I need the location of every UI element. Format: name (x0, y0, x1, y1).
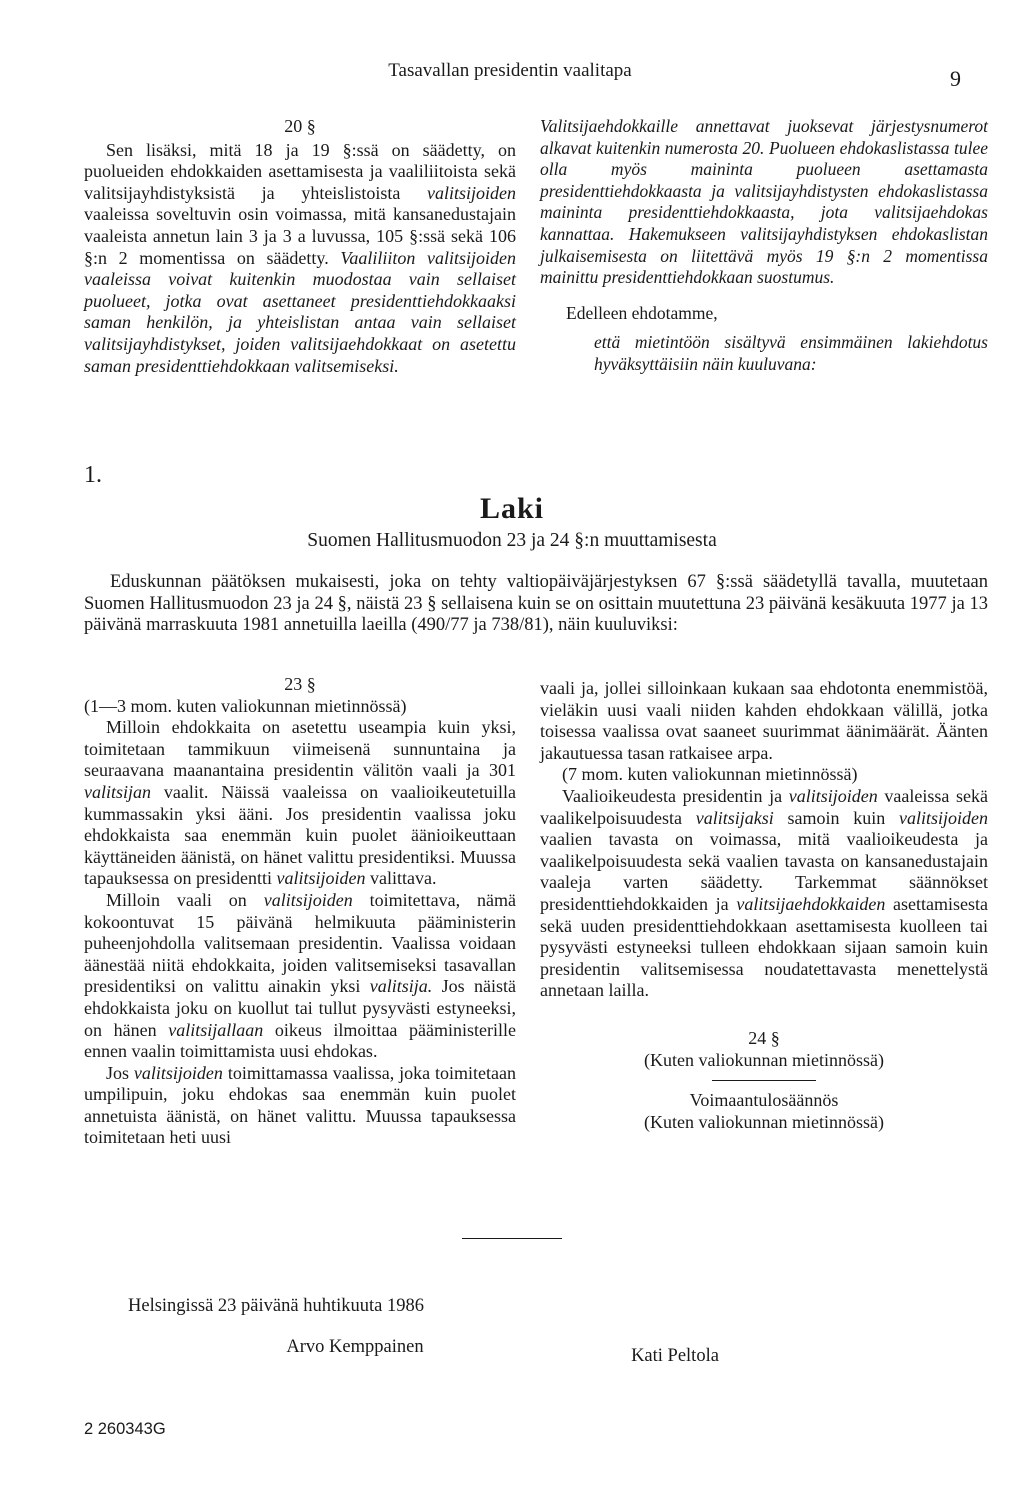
divider (462, 1238, 562, 1239)
section-23-column (84, 674, 516, 1149)
mom-7-note: (7 mom. kuten valiokunnan mietinnössä) (562, 764, 858, 785)
text-part: asettamisesta sekä uuden presidenttiehdokkaan asettamisesta kuolleen tai pysyvästi estyneeksi tulleen ehdokkaan sijaan samoin kuin presidentin valitsemisessa noudatettavasta menettelystä annetaan lailla. (540, 893, 988, 1001)
text-part: Milloin ehdokkaita on asetettu useampia kuin yksi, toimitetaan tammikuun viimeisenä sunnuntaina ja seuraavana maanantaina presidentin välitön vaali ja 301 (84, 717, 516, 781)
section-23-para-2 (84, 890, 516, 1063)
text-part: Jos näistä ehdokkaista joku on kuollut tai tullut pysyvästi estyneeksi, on hänen (84, 976, 516, 1040)
text-part: oikeus ilmoittaa pääministerille ennen vaalin toimittamista uusi ehdokas. (84, 1019, 516, 1062)
section-23-continuation: vaali ja, jollei silloinkaan kukaan saa ehdotonta enemmistöä, vieläkin uusi vaali niiden kahden ehdokkaan välillä, jotka toisessa vaalissa ovat saaneet suurimmat äänimäärät. Äänten jakautuessa tasan ratkaisee arpa. (540, 678, 988, 763)
italic-term: valitsijoiden (263, 889, 353, 910)
section-23-para-3 (84, 1063, 516, 1149)
text-part: toimitettava, nämä kokoontuvat 15 päivänä helmikuuta pääministerin puheenjohdolla valitsemaan presidentin. Vaalissa voidaan äänestää niitä ehdokkaita, joiden valitsemiseksi tasavallan presidentiksi on valittu ainakin yksi (84, 889, 516, 997)
text-part: toimittamassa vaalissa, joka toimitetaan umpilipuin, joku ehdokas saa enemmän kuin puolet annetuista äänistä, on hänet valittu. Muussa tapauksessa toimitetaan heti uusi (84, 1062, 516, 1148)
section-20-continuation-column (540, 116, 988, 376)
law-subtitle: Suomen Hallitusmuodon 23 ja 24 §:n muuttamisesta (307, 530, 717, 551)
section-23-para-1 (84, 717, 516, 890)
section-20-italic-continuation: Valitsijaehdokkaille annettavat juoksevat järjestysnumerot alkavat kuitenkin numerosta 20. Puolueen ehdokaslistassa tulee olla myös maininta puolueen asettamasta presidenttiehdokkaasta ja valitsijayhdistysten ehdokaslistassa maininta presidenttiehdokkaasta, jota valitsijaehdokas kannattaa. Hakemukseen valitsijayhdistyksen ehdokaslistan julkaisemisesta on liitettävä myös 19 §:n 2 momentissa mainittu presidenttiehdokkaan suostumus. (540, 116, 988, 288)
text-part: vaalien tavasta on voimassa, mitä vaalioikeudesta ja vaalikelpoisuudesta sekä vaalien tavasta on kansanedustajain vaaleja varten säädetty. Tarkemmat säännökset presidenttiehdokkaiden ja (540, 829, 988, 914)
section-24-heading: 24 § (748, 1027, 780, 1048)
section-20-column (84, 116, 516, 377)
italic-term: valitsija. (369, 976, 433, 997)
section-23-para-8 (540, 786, 988, 1002)
place-date: Helsingissä 23 päivänä huhtikuuta 1986 (128, 1296, 424, 1316)
voimaantulo-heading: Voimaantulosäännös (689, 1090, 839, 1111)
law-number: 1. (84, 462, 102, 488)
section-20-text (84, 140, 516, 378)
italic-term: valitsijoiden (133, 1062, 223, 1083)
text-part: vaalit. Näissä vaaleissa on vaalioikeutetuilla kummassakin yksi ääni. Jos presidentin vaalissa joku ehdokkaista saa enemmän kuin puolet äänioikeuttaan käyttäneiden äänistä, on hänet valittu presidentiksi. Muussa tapauksessa on presidentti (84, 781, 516, 889)
text-part: Vaalioikeudesta presidentin ja (562, 785, 789, 806)
running-title: Tasavallan presidentin vaalitapa (388, 60, 632, 81)
section-20-text-part-2: vaaleissa soveltuvin osin voimassa, mitä kansanedustajain vaaleista annetun lain 3 ja 3 a luvussa, 105 §:ssä sekä 106 §:n 2 momentissa on säädetty. (84, 204, 516, 268)
divider (712, 1080, 816, 1081)
section-20-text-part: Sen lisäksi, mitä 18 ja 19 §:ssä on säädetty, on puolueiden ehdokkaiden asettamisesta ja vaaliliitoista sekä valitsijayhdistyksistä ja yhteislistoista (84, 139, 516, 203)
section-23-heading: 23 § (284, 674, 316, 694)
voimaantulo-note: (Kuten valiokunnan mietinnössä) (644, 1111, 884, 1132)
mom-1-3-note: (1—3 mom. kuten valiokunnan mietinnössä) (84, 695, 407, 716)
italic-term: valitsijoiden (276, 868, 366, 889)
law-preamble: Eduskunnan päätöksen mukaisesti, joka on tehty valtiopäiväjärjestyksen 67 §:ssä säädetyllä tavalla, muutetaan Suomen Hallitusmuodon 23 ja 24 §, näistä 23 § sellaisena kuin se on osittain muutettuna 23 päivänä kesäkuuta 1977 ja 13 päivänä marraskuuta 1981 annetuilla laeilla (490/77 ja 738/81), näin kuuluviksi: (84, 572, 988, 636)
text-part: Jos (106, 1062, 134, 1083)
text-part: valittava. (365, 868, 437, 889)
page-number: 9 (950, 66, 961, 91)
italic-term: valitsijoiden (788, 785, 878, 806)
section-20-heading: 20 § (284, 116, 316, 136)
print-code: 2 260343G (84, 1420, 166, 1438)
italic-term: valitsijoiden (899, 807, 988, 828)
italic-term: valitsijan (84, 781, 151, 802)
law-title: Laki (479, 492, 545, 525)
text-part: vaaleissa sekä vaalikelpoisuudesta (540, 785, 988, 828)
proposal-text: että mietintöön sisältyvä ensimmäinen lakiehdotus hyväksyttäisiin näin kuuluvana: (594, 332, 988, 374)
text-part: Milloin vaali on (106, 889, 264, 910)
section-23-continuation-column (540, 678, 988, 1133)
text-part: samoin kuin (773, 807, 899, 828)
section-24-note: (Kuten valiokunnan mietinnössä) (644, 1049, 884, 1070)
italic-term: valitsijaksi (695, 807, 774, 828)
signer-2: Kati Peltola (631, 1346, 719, 1366)
signer-1: Arvo Kemppainen (286, 1337, 424, 1357)
section-20-italic-2: Vaaliliiton valitsijoiden vaaleissa voivat kuitenkin muodostaa vain sellaiset puolueet, jotka ovat asettaneet presidenttiehdokkaaksi saman henkilön, ja yhteislistan antaa vain sellaiset valitsijayhdistykset, joiden valitsijaehdokkaat on asetettu saman presidenttiehdokkaan valitsemiseksi. (84, 247, 516, 376)
italic-term: valitsijallaan (168, 1019, 264, 1040)
italic-term: valitsijaehdokkaiden (736, 893, 886, 914)
edelleen-text: Edelleen ehdotamme, (566, 302, 718, 323)
section-20-italic-1: valitsijoiden (427, 182, 516, 203)
